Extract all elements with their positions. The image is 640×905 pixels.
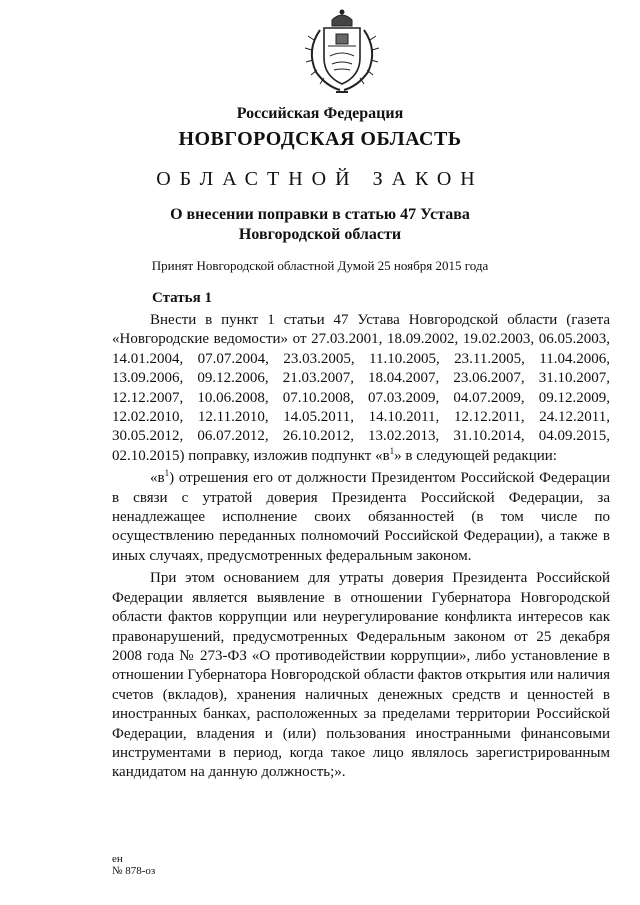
paragraph-new-subclause-text: ) отрешения его от должности Президентом Российской Федерации в связи с утратой доверия Президента Российской Федерации, за ненадлежащее исполнение своих обязанностей (в том числе по осуществлению переданных полномочий Российской Федерации), а также в иных случаях, предусмотренных федеральным законом. (112, 470, 610, 564)
paragraph-amendment (112, 311, 610, 466)
footer-law-number: № 878-оз (112, 865, 156, 877)
paragraph-amendment-text: Внести в пункт 1 статьи 47 Устава Новгородской области (газета «Новгородские ведомости» от 27.03.2001, 18.09.2002, 19.02.2003, 06.05.2003, 14.01.2004, 07.07.2004, 23.03.2005, 11.10.2005, 23.11.2005, 11.04.2006, 13.09.2006, 09.12.2006, 21.03.2007, 18.04.2007, 23.06.2007, 31.10.2007, 12.12.2007, 10.06.2008, 07.10.2008, 07.03.2009, 04.07.2009, 09.12.2009, 12.02.2010, 12.11.2010, 14.05.2011, 14.10.2011, 12.12.2011, 24.12.2011, 30.05.2012, 06.07.2012, 26.10.2012, 13.02.2013, 31.10.2014, 04.09.2015, 02.10.2015) поправку, изложив подпункт «в (112, 312, 610, 464)
paragraph-loss-of-trust: При этом основанием для утраты доверия Президента Российской Федерации является выявление в отношении Губернатора Новгородской области фактов коррупции или неурегулирование конфликта интересов как правонарушений, предусмотренных Федеральным законом от 25 декабря 2008 года № 273-ФЗ «О противодействии коррупции», либо установление в отношении Губернатора Новгородской области фактов открытия или наличия счетов (вкладов), хранения наличных денежных средств и ценностей в иностранных банках, расположенных за пределами территории Российской Федерации, владения и (или) пользования иностранными финансовыми инструментами в период, когда такое лицо являлось зарегистрированным кандидатом на данную должность;». (112, 570, 610, 781)
law-title-line2: Новгородской области (238, 226, 402, 243)
article-heading: Статья 1 (152, 290, 212, 306)
document-footer (112, 853, 155, 877)
region-heading: НОВГОРОДСКАЯ ОБЛАСТЬ (178, 128, 462, 150)
superscript: 1 (389, 445, 395, 456)
footer-initials: ен (112, 853, 123, 865)
coat-of-arms-emblem (296, 6, 388, 96)
article-body (112, 311, 610, 783)
adoption-note: Принят Новгородской областной Думой 25 ноября 2015 года (151, 258, 489, 273)
superscript: 1 (164, 468, 170, 479)
paragraph-new-subclause-start: «в (150, 470, 165, 487)
law-title (0, 205, 640, 245)
paragraph-new-subclause (112, 469, 610, 566)
country-heading: Российская Федерация (236, 105, 404, 122)
paragraph-amendment-text-end: » в следующей редакции: (394, 447, 557, 464)
law-type-heading: ОБЛАСТНОЙ ЗАКОН (156, 168, 484, 190)
law-title-line1: О внесении поправки в статью 47 Устава (170, 206, 470, 223)
